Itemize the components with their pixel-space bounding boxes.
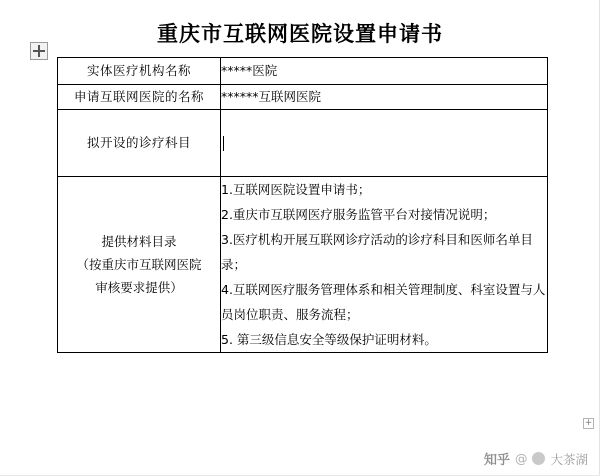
materials-label-line-1: 提供材料目录 (101, 233, 177, 249)
row-value-entity-name[interactable]: *****医院 (221, 58, 548, 85)
page-title: 重庆市互联网医院设置申请书 (157, 22, 443, 46)
materials-label-line-2: （按重庆市互联网医院 (76, 256, 202, 272)
table-row (58, 85, 548, 110)
materials-label-line-3: 审核要求提供） (95, 280, 183, 296)
row-label-entity-name: 实体医疗机构名称 (58, 58, 221, 85)
watermark-separator: @ (514, 451, 528, 466)
row-value-materials[interactable] (221, 177, 548, 353)
application-form-table (57, 57, 548, 353)
table-row (58, 177, 548, 353)
table-row (58, 110, 548, 177)
page-edge-marker: + (584, 418, 593, 428)
row-label-departments: 拟开设的诊疗科目 (58, 110, 221, 177)
row-label-internet-hospital-name: 申请互联网医院的名称 (58, 85, 221, 110)
list-item: 2.重庆市互联网医疗服务监管平台对接情况说明； (221, 207, 496, 222)
table-move-handle[interactable] (30, 42, 48, 60)
text-caret (223, 136, 224, 151)
list-item: 5. 第三级信息安全等级保护证明材料。 (221, 332, 437, 347)
avatar (532, 452, 545, 465)
list-item: 1.互联网医院设置申请书； (221, 182, 371, 197)
watermark (484, 449, 588, 468)
table-row (58, 58, 548, 85)
row-value-departments[interactable] (221, 110, 548, 177)
row-value-internet-hospital-name[interactable]: ******互联网医院 (221, 85, 548, 110)
watermark-site: 知乎 (483, 453, 510, 468)
watermark-user: 大茶湖 (550, 451, 588, 467)
row-label-materials (58, 177, 221, 353)
list-item: 3.医疗机构开展互联网诊疗活动的诊疗科目和医师名单目录； (221, 232, 533, 272)
list-item: 4.互联网医疗服务管理体系和相关管理制度、科室设置与人员岗位职责、服务流程； (221, 282, 546, 322)
